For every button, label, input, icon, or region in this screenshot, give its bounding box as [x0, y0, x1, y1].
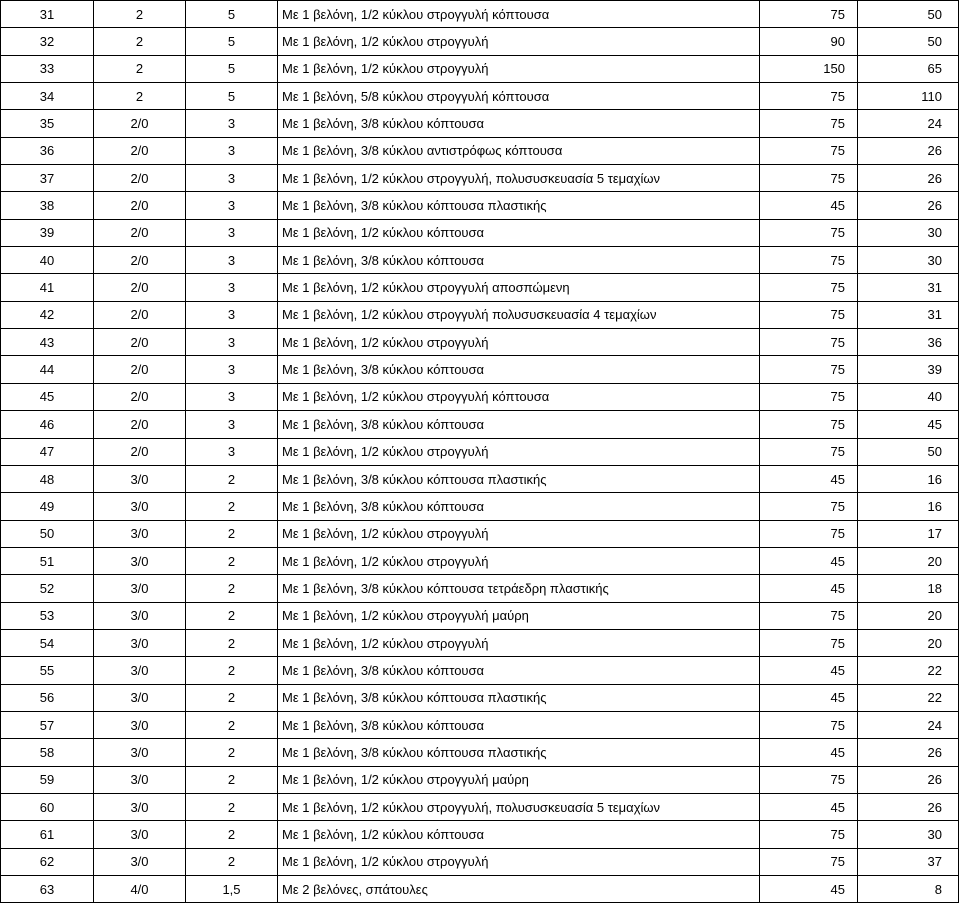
- metric-cell: 3: [186, 110, 278, 137]
- needle-description-cell: Με 1 βελόνη, 1/2 κύκλου στρογγυλή: [278, 848, 760, 875]
- needle-description-cell: Με 2 βελόνες, σπάτουλες: [278, 876, 760, 903]
- size-cell: 2/0: [94, 301, 186, 328]
- row-number-cell: 60: [1, 793, 94, 820]
- length-cell: 75: [760, 438, 858, 465]
- needle-description-cell: Με 1 βελόνη, 1/2 κύκλου στρογγυλή: [278, 629, 760, 656]
- size-cell: 2/0: [94, 274, 186, 301]
- row-number-cell: 39: [1, 219, 94, 246]
- table-row: [1, 329, 959, 356]
- row-number-cell: 45: [1, 383, 94, 410]
- needle-description-cell: Με 1 βελόνη, 1/2 κύκλου στρογγυλή: [278, 547, 760, 574]
- price-cell: 110: [858, 83, 959, 110]
- length-cell: 75: [760, 711, 858, 738]
- needle-description-cell: Με 1 βελόνη, 1/2 κύκλου στρογγυλή, πολυσυσκευασία 5 τεμαχίων: [278, 165, 760, 192]
- price-cell: 65: [858, 55, 959, 82]
- metric-cell: 3: [186, 356, 278, 383]
- row-number-cell: 33: [1, 55, 94, 82]
- metric-cell: 2: [186, 766, 278, 793]
- length-cell: 45: [760, 192, 858, 219]
- needle-description-cell: Με 1 βελόνη, 3/8 κύκλου κόπτουσα τετράεδρη πλαστικής: [278, 575, 760, 602]
- price-cell: 36: [858, 329, 959, 356]
- row-number-cell: 46: [1, 411, 94, 438]
- table-row: [1, 83, 959, 110]
- needle-description-cell: Με 1 βελόνη, 1/2 κύκλου στρογγυλή: [278, 520, 760, 547]
- table-row: [1, 465, 959, 492]
- price-cell: 39: [858, 356, 959, 383]
- size-cell: 3/0: [94, 493, 186, 520]
- price-cell: 16: [858, 493, 959, 520]
- metric-cell: 1,5: [186, 876, 278, 903]
- price-cell: 31: [858, 274, 959, 301]
- size-cell: 3/0: [94, 575, 186, 602]
- needle-description-cell: Με 1 βελόνη, 3/8 κύκλου κόπτουσα: [278, 356, 760, 383]
- price-cell: 26: [858, 192, 959, 219]
- table-row: [1, 165, 959, 192]
- price-cell: 30: [858, 247, 959, 274]
- row-number-cell: 54: [1, 629, 94, 656]
- price-cell: 18: [858, 575, 959, 602]
- size-cell: 2/0: [94, 110, 186, 137]
- table-row: [1, 821, 959, 848]
- needle-description-cell: Με 1 βελόνη, 1/2 κύκλου στρογγυλή μαύρη: [278, 766, 760, 793]
- size-cell: 2/0: [94, 329, 186, 356]
- row-number-cell: 55: [1, 657, 94, 684]
- needle-description-cell: Με 1 βελόνη, 3/8 κύκλου κόπτουσα: [278, 110, 760, 137]
- needle-description-cell: Με 1 βελόνη, 3/8 κύκλου κόπτουσα πλαστικής: [278, 465, 760, 492]
- metric-cell: 3: [186, 247, 278, 274]
- size-cell: 2/0: [94, 356, 186, 383]
- row-number-cell: 58: [1, 739, 94, 766]
- price-cell: 20: [858, 629, 959, 656]
- metric-cell: 2: [186, 793, 278, 820]
- price-cell: 8: [858, 876, 959, 903]
- size-cell: 3/0: [94, 793, 186, 820]
- price-cell: 20: [858, 602, 959, 629]
- metric-cell: 3: [186, 137, 278, 164]
- metric-cell: 3: [186, 329, 278, 356]
- metric-cell: 2: [186, 575, 278, 602]
- needle-description-cell: Με 1 βελόνη, 3/8 κύκλου κόπτουσα: [278, 493, 760, 520]
- length-cell: 75: [760, 329, 858, 356]
- table-row: [1, 219, 959, 246]
- size-cell: 2/0: [94, 165, 186, 192]
- size-cell: 3/0: [94, 684, 186, 711]
- table-row: [1, 520, 959, 547]
- metric-cell: 5: [186, 55, 278, 82]
- size-cell: 3/0: [94, 739, 186, 766]
- table-row: [1, 110, 959, 137]
- row-number-cell: 53: [1, 602, 94, 629]
- size-cell: 3/0: [94, 821, 186, 848]
- length-cell: 45: [760, 465, 858, 492]
- table-row: [1, 766, 959, 793]
- table-row: [1, 711, 959, 738]
- price-cell: 17: [858, 520, 959, 547]
- size-cell: 2/0: [94, 247, 186, 274]
- price-cell: 22: [858, 657, 959, 684]
- price-cell: 50: [858, 1, 959, 28]
- row-number-cell: 47: [1, 438, 94, 465]
- price-cell: 40: [858, 383, 959, 410]
- size-cell: 2/0: [94, 137, 186, 164]
- length-cell: 75: [760, 219, 858, 246]
- table-row: [1, 438, 959, 465]
- row-number-cell: 59: [1, 766, 94, 793]
- metric-cell: 2: [186, 547, 278, 574]
- metric-cell: 2: [186, 493, 278, 520]
- needle-description-cell: Με 1 βελόνη, 1/2 κύκλου στρογγυλή αποσπώμενη: [278, 274, 760, 301]
- length-cell: 45: [760, 684, 858, 711]
- price-cell: 30: [858, 821, 959, 848]
- table-row: [1, 876, 959, 903]
- table-row: [1, 629, 959, 656]
- metric-cell: 2: [186, 821, 278, 848]
- price-cell: 45: [858, 411, 959, 438]
- size-cell: 3/0: [94, 766, 186, 793]
- table-row: [1, 301, 959, 328]
- size-cell: 3/0: [94, 848, 186, 875]
- size-cell: 3/0: [94, 520, 186, 547]
- price-cell: 26: [858, 739, 959, 766]
- size-cell: 2: [94, 55, 186, 82]
- length-cell: 75: [760, 110, 858, 137]
- size-cell: 3/0: [94, 657, 186, 684]
- metric-cell: 2: [186, 465, 278, 492]
- row-number-cell: 31: [1, 1, 94, 28]
- length-cell: 75: [760, 137, 858, 164]
- needle-description-cell: Με 1 βελόνη, 3/8 κύκλου κόπτουσα: [278, 247, 760, 274]
- length-cell: 45: [760, 657, 858, 684]
- row-number-cell: 35: [1, 110, 94, 137]
- needle-description-cell: Με 1 βελόνη, 3/8 κύκλου κόπτουσα: [278, 657, 760, 684]
- metric-cell: 5: [186, 28, 278, 55]
- price-cell: 16: [858, 465, 959, 492]
- needle-description-cell: Με 1 βελόνη, 1/2 κύκλου κόπτουσα: [278, 219, 760, 246]
- row-number-cell: 62: [1, 848, 94, 875]
- needle-description-cell: Με 1 βελόνη, 1/2 κύκλου στρογγυλή: [278, 55, 760, 82]
- row-number-cell: 63: [1, 876, 94, 903]
- table-row: [1, 383, 959, 410]
- price-cell: 50: [858, 438, 959, 465]
- length-cell: 75: [760, 165, 858, 192]
- row-number-cell: 48: [1, 465, 94, 492]
- price-cell: 24: [858, 711, 959, 738]
- length-cell: 75: [760, 247, 858, 274]
- length-cell: 75: [760, 766, 858, 793]
- length-cell: 75: [760, 629, 858, 656]
- size-cell: 2: [94, 1, 186, 28]
- price-cell: 22: [858, 684, 959, 711]
- metric-cell: 3: [186, 411, 278, 438]
- row-number-cell: 36: [1, 137, 94, 164]
- metric-cell: 2: [186, 848, 278, 875]
- price-cell: 26: [858, 766, 959, 793]
- needle-description-cell: Με 1 βελόνη, 3/8 κύκλου κόπτουσα πλαστικής: [278, 684, 760, 711]
- needle-description-cell: Με 1 βελόνη, 1/2 κύκλου στρογγυλή: [278, 28, 760, 55]
- length-cell: 75: [760, 274, 858, 301]
- table-row: [1, 739, 959, 766]
- metric-cell: 3: [186, 274, 278, 301]
- needle-description-cell: Με 1 βελόνη, 5/8 κύκλου στρογγυλή κόπτουσα: [278, 83, 760, 110]
- table-row: [1, 575, 959, 602]
- metric-cell: 2: [186, 629, 278, 656]
- size-cell: 2/0: [94, 411, 186, 438]
- needle-description-cell: Με 1 βελόνη, 1/2 κύκλου στρογγυλή, πολυσυσκευασία 5 τεμαχίων: [278, 793, 760, 820]
- size-cell: 3/0: [94, 465, 186, 492]
- metric-cell: 3: [186, 219, 278, 246]
- table-row: [1, 547, 959, 574]
- row-number-cell: 57: [1, 711, 94, 738]
- needle-description-cell: Με 1 βελόνη, 1/2 κύκλου στρογγυλή κόπτουσα: [278, 383, 760, 410]
- size-cell: 3/0: [94, 629, 186, 656]
- metric-cell: 2: [186, 739, 278, 766]
- needle-description-cell: Με 1 βελόνη, 1/2 κύκλου στρογγυλή: [278, 329, 760, 356]
- table-row: [1, 28, 959, 55]
- length-cell: 75: [760, 520, 858, 547]
- size-cell: 3/0: [94, 711, 186, 738]
- needle-description-cell: Με 1 βελόνη, 1/2 κύκλου στρογγυλή: [278, 438, 760, 465]
- length-cell: 45: [760, 793, 858, 820]
- length-cell: 75: [760, 493, 858, 520]
- length-cell: 75: [760, 821, 858, 848]
- size-cell: 2/0: [94, 219, 186, 246]
- table-row: [1, 55, 959, 82]
- length-cell: 90: [760, 28, 858, 55]
- metric-cell: 5: [186, 83, 278, 110]
- row-number-cell: 34: [1, 83, 94, 110]
- row-number-cell: 56: [1, 684, 94, 711]
- row-number-cell: 49: [1, 493, 94, 520]
- table-row: [1, 356, 959, 383]
- table-row: [1, 793, 959, 820]
- row-number-cell: 40: [1, 247, 94, 274]
- size-cell: 2: [94, 28, 186, 55]
- length-cell: 45: [760, 547, 858, 574]
- price-cell: 20: [858, 547, 959, 574]
- table-row: [1, 274, 959, 301]
- metric-cell: 2: [186, 520, 278, 547]
- needle-description-cell: Με 1 βελόνη, 1/2 κύκλου κόπτουσα: [278, 821, 760, 848]
- size-cell: 3/0: [94, 547, 186, 574]
- size-cell: 2/0: [94, 383, 186, 410]
- price-cell: 26: [858, 793, 959, 820]
- needle-description-cell: Με 1 βελόνη, 3/8 κύκλου κόπτουσα πλαστικής: [278, 192, 760, 219]
- row-number-cell: 52: [1, 575, 94, 602]
- needle-description-cell: Με 1 βελόνη, 1/2 κύκλου στρογγυλή μαύρη: [278, 602, 760, 629]
- length-cell: 75: [760, 83, 858, 110]
- size-cell: 2: [94, 83, 186, 110]
- table-row: [1, 411, 959, 438]
- length-cell: 75: [760, 1, 858, 28]
- length-cell: 45: [760, 876, 858, 903]
- length-cell: 75: [760, 356, 858, 383]
- metric-cell: 3: [186, 192, 278, 219]
- table-row: [1, 602, 959, 629]
- price-cell: 50: [858, 28, 959, 55]
- table-row: [1, 247, 959, 274]
- table-row: [1, 848, 959, 875]
- table-row: [1, 192, 959, 219]
- metric-cell: 2: [186, 711, 278, 738]
- length-cell: 45: [760, 575, 858, 602]
- length-cell: 45: [760, 739, 858, 766]
- metric-cell: 2: [186, 684, 278, 711]
- table-row: [1, 657, 959, 684]
- metric-cell: 3: [186, 438, 278, 465]
- row-number-cell: 43: [1, 329, 94, 356]
- price-cell: 26: [858, 165, 959, 192]
- needle-description-cell: Με 1 βελόνη, 1/2 κύκλου στρογγυλή πολυσυσκευασία 4 τεμαχίων: [278, 301, 760, 328]
- table-row: [1, 493, 959, 520]
- row-number-cell: 50: [1, 520, 94, 547]
- length-cell: 75: [760, 602, 858, 629]
- size-cell: 4/0: [94, 876, 186, 903]
- row-number-cell: 51: [1, 547, 94, 574]
- needle-description-cell: Με 1 βελόνη, 3/8 κύκλου κόπτουσα: [278, 411, 760, 438]
- length-cell: 150: [760, 55, 858, 82]
- needle-description-cell: Με 1 βελόνη, 3/8 κύκλου κόπτουσα πλαστικής: [278, 739, 760, 766]
- metric-cell: 2: [186, 657, 278, 684]
- needle-description-cell: Με 1 βελόνη, 3/8 κύκλου αντιστρόφως κόπτουσα: [278, 137, 760, 164]
- table-row: [1, 137, 959, 164]
- row-number-cell: 42: [1, 301, 94, 328]
- length-cell: 75: [760, 301, 858, 328]
- table-body: [1, 1, 959, 903]
- metric-cell: 5: [186, 1, 278, 28]
- size-cell: 2/0: [94, 192, 186, 219]
- row-number-cell: 38: [1, 192, 94, 219]
- table-row: [1, 1, 959, 28]
- size-cell: 3/0: [94, 602, 186, 629]
- price-cell: 31: [858, 301, 959, 328]
- row-number-cell: 44: [1, 356, 94, 383]
- price-cell: 30: [858, 219, 959, 246]
- length-cell: 75: [760, 848, 858, 875]
- row-number-cell: 37: [1, 165, 94, 192]
- table-row: [1, 684, 959, 711]
- price-cell: 37: [858, 848, 959, 875]
- price-cell: 26: [858, 137, 959, 164]
- metric-cell: 3: [186, 301, 278, 328]
- metric-cell: 3: [186, 165, 278, 192]
- row-number-cell: 41: [1, 274, 94, 301]
- length-cell: 75: [760, 411, 858, 438]
- size-cell: 2/0: [94, 438, 186, 465]
- row-number-cell: 61: [1, 821, 94, 848]
- price-cell: 24: [858, 110, 959, 137]
- metric-cell: 2: [186, 602, 278, 629]
- needle-description-cell: Με 1 βελόνη, 1/2 κύκλου στρογγυλή κόπτουσα: [278, 1, 760, 28]
- needle-description-cell: Με 1 βελόνη, 3/8 κύκλου κόπτουσα: [278, 711, 760, 738]
- row-number-cell: 32: [1, 28, 94, 55]
- metric-cell: 3: [186, 383, 278, 410]
- length-cell: 75: [760, 383, 858, 410]
